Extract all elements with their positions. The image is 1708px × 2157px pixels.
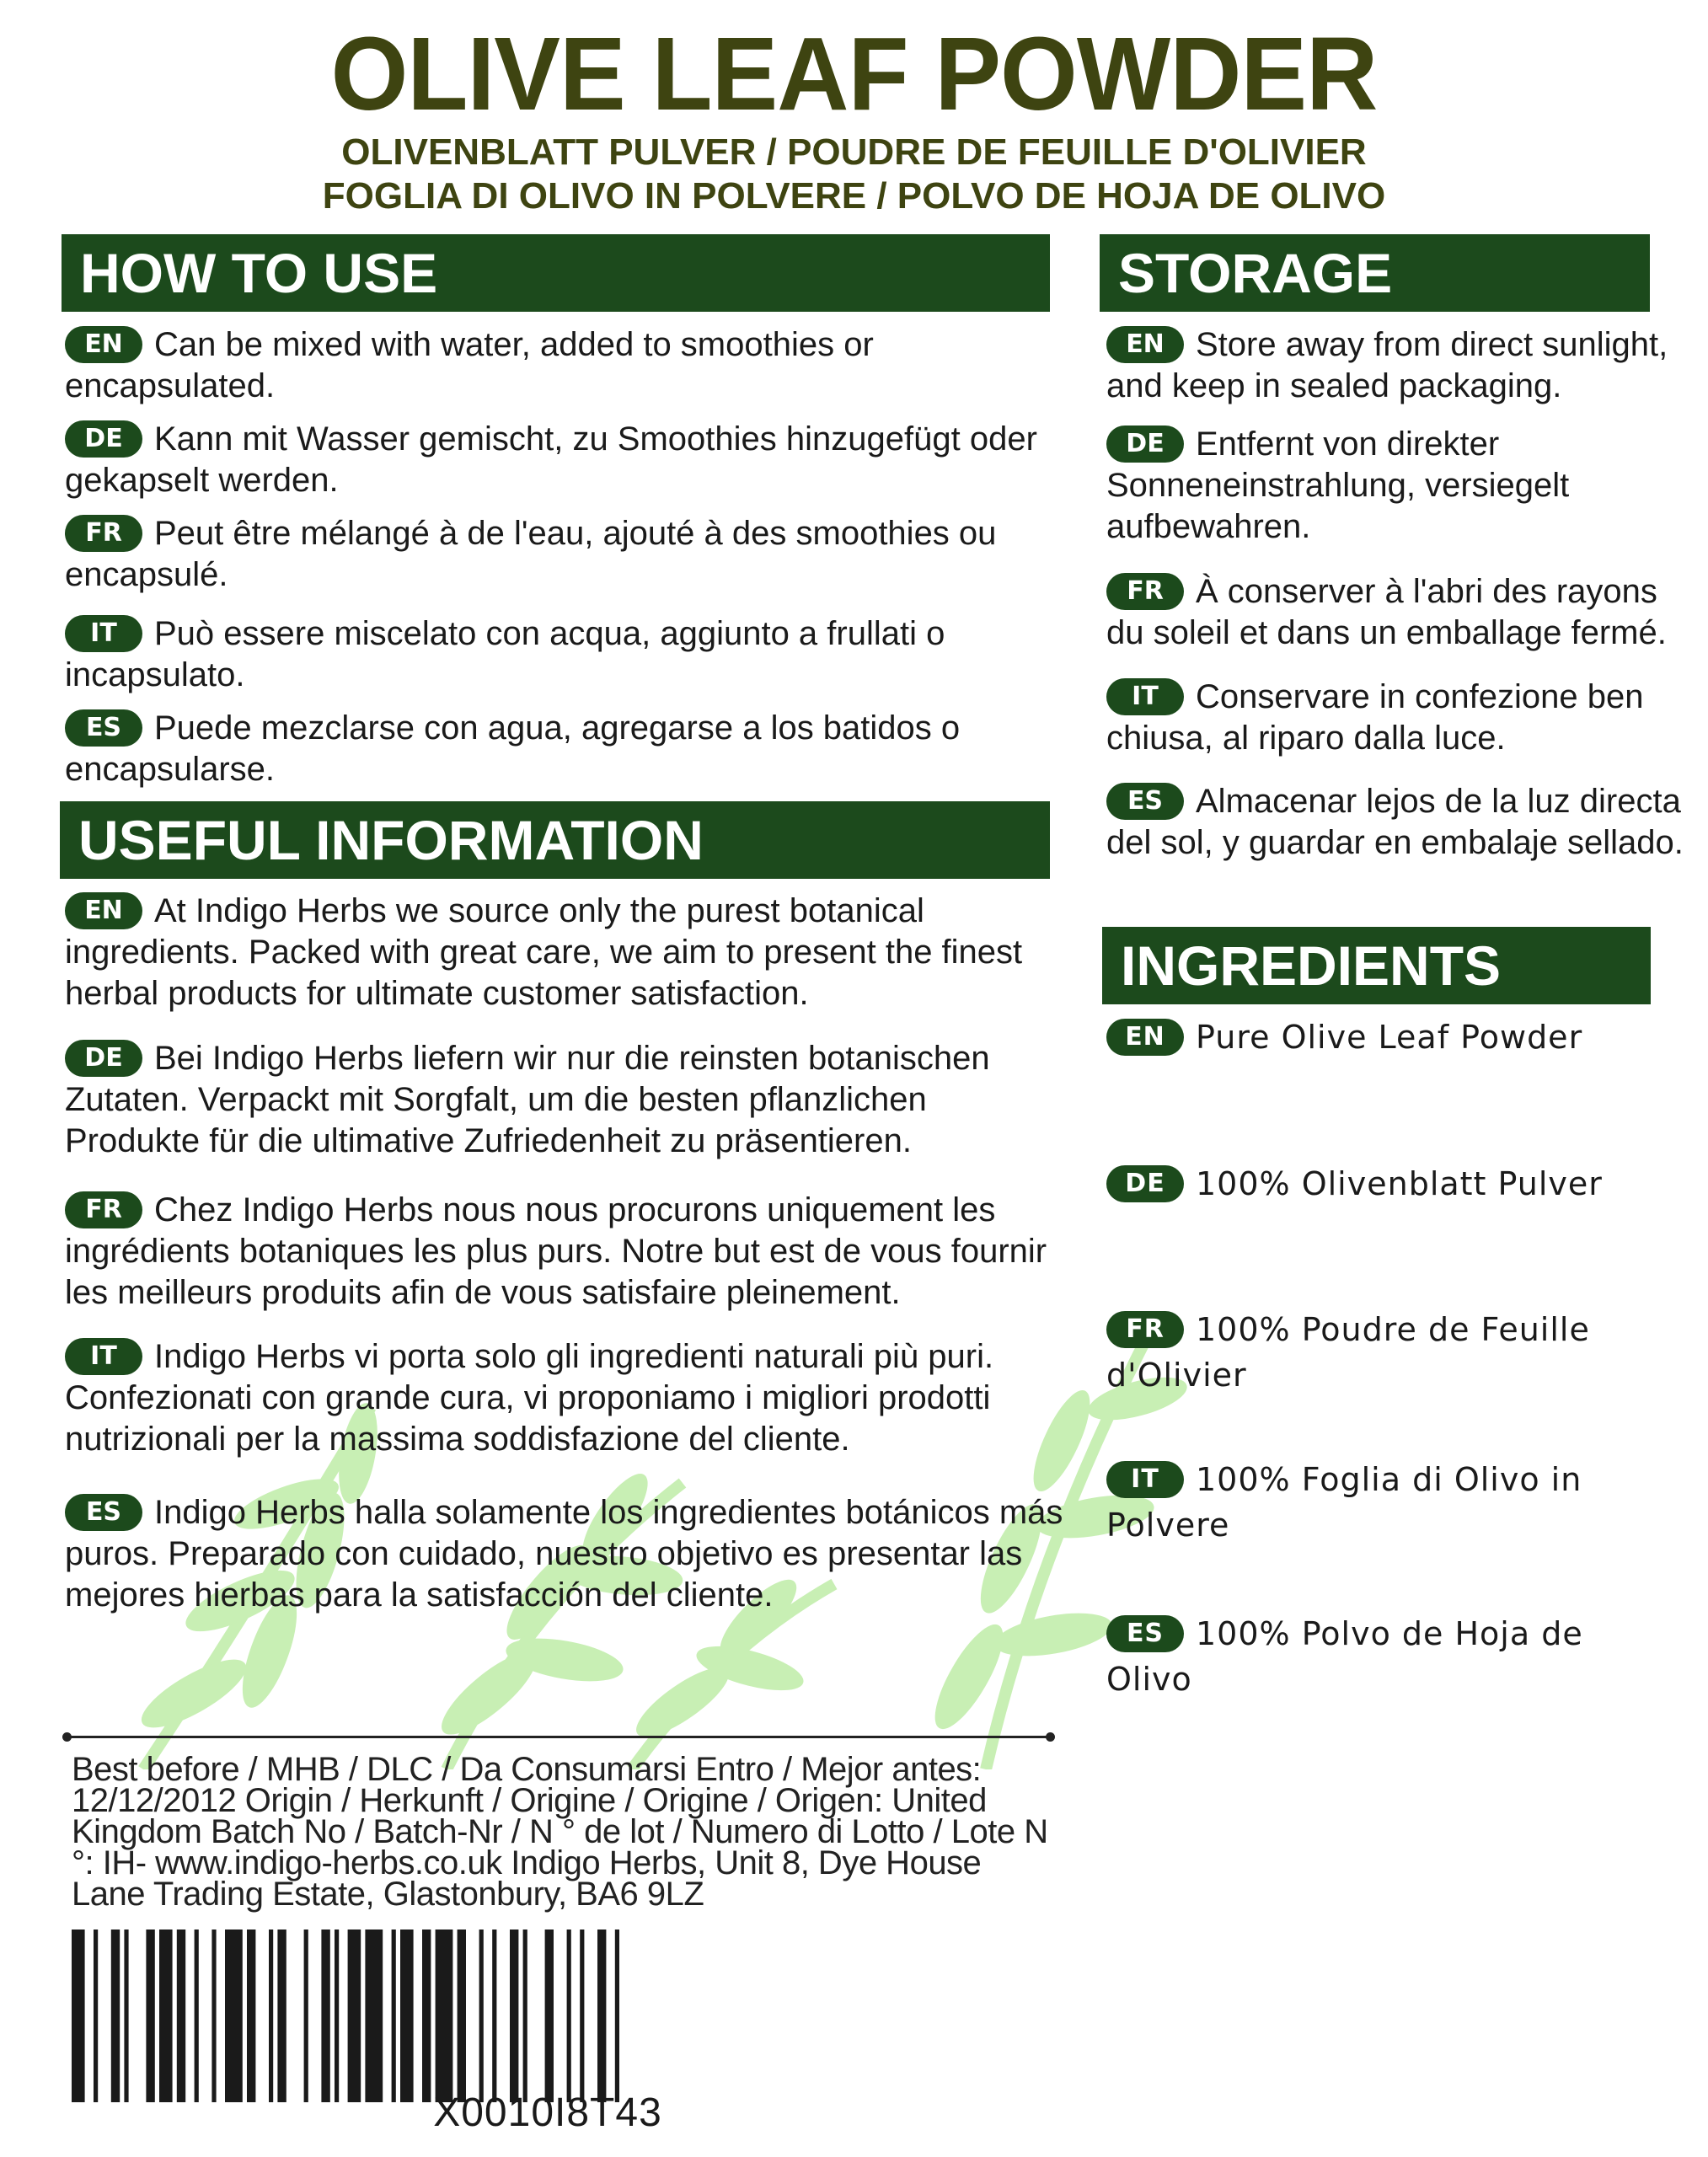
how-to-use-text-it: Può essere miscelato con acqua, aggiunto a frullati o incapsulato. xyxy=(65,615,945,693)
product-subtitle-line2: FOGLIA DI OLIVO IN POLVERE / POLVO DE HOJA DE OLIVO xyxy=(322,175,1386,217)
useful-info-text-es: Indigo Herbs halla solamente los ingredientes botánicos más puros. Preparado con cuidado, nuestro objetivo es presentar las mejores hierbas para la satisfacción del cliente. xyxy=(65,1494,1063,1614)
useful-info-entry-fr xyxy=(65,1190,1068,1314)
useful-info-entry-it xyxy=(65,1336,1068,1460)
how-to-use-entry-it xyxy=(65,613,1059,696)
product-title: OLIVE LEAF POWDER xyxy=(330,15,1378,133)
useful-info-text-fr: Chez Indigo Herbs nous nous procurons uniquement les ingrédients botaniques les plus purs. Notre but est de vous fournir les meilleurs produits afin de vous satisfaire pleinement. xyxy=(65,1191,1047,1311)
lang-badge-fr: FR xyxy=(1106,573,1184,610)
storage-text-es: Almacenar lejos de la luz directa del sol, y guardar en embalaje sellado. xyxy=(1106,783,1684,861)
ingredients-entry-de xyxy=(1106,1161,1662,1207)
storage-entry-it xyxy=(1106,677,1684,759)
useful-info-entry-en xyxy=(65,891,1068,1014)
product-subtitle-line1: OLIVENBLATT PULVER / POUDRE DE FEUILLE D'OLIVIER xyxy=(341,131,1367,173)
lang-badge-es: ES xyxy=(1106,783,1184,820)
lang-badge-it: IT xyxy=(1106,1461,1184,1498)
storage-text-fr: À conserver à l'abri des rayons du soleil et dans un emballage fermé. xyxy=(1106,573,1667,651)
how-to-use-text-es: Puede mezclarse con agua, agregarse a los batidos o encapsularse. xyxy=(65,709,961,788)
ingredients-entry-en xyxy=(1106,1014,1662,1060)
lang-badge-de: DE xyxy=(1106,1165,1184,1202)
how-to-use-text-en: Can be mixed with water, added to smoothies or encapsulated. xyxy=(65,326,874,404)
lang-badge-it: IT xyxy=(65,615,142,652)
ingredients-heading: INGREDIENTS xyxy=(1102,927,1651,1004)
storage-text-it: Conservare in confezione ben chiusa, al riparo dalla luce. xyxy=(1106,678,1644,757)
lang-badge-en: EN xyxy=(65,892,142,929)
how-to-use-text-de: Kann mit Wasser gemischt, zu Smoothies hinzugefügt oder gekapselt werden. xyxy=(65,420,1037,499)
lang-badge-fr: FR xyxy=(1106,1311,1184,1348)
lang-badge-en: EN xyxy=(65,326,142,363)
lang-badge-es: ES xyxy=(65,1494,142,1531)
ingredients-entry-es xyxy=(1106,1611,1629,1702)
how-to-use-entry-es xyxy=(65,708,1059,790)
lang-badge-en: EN xyxy=(1106,326,1184,363)
lang-badge-fr: FR xyxy=(65,1191,142,1228)
lang-badge-de: DE xyxy=(1106,426,1184,463)
ingredients-text-es: 100% Polvo de Hoja de Olivo xyxy=(1106,1615,1583,1698)
storage-text-en: Store away from direct sunlight, and keep in sealed packaging. xyxy=(1106,326,1668,404)
how-to-use-heading: HOW TO USE xyxy=(62,234,1050,312)
storage-entry-en xyxy=(1106,324,1684,407)
barcode-icon xyxy=(72,1930,1049,2102)
ingredients-text-it: 100% Foglia di Olivo in Polvere xyxy=(1106,1461,1582,1544)
lang-badge-de: DE xyxy=(65,1040,142,1077)
useful-info-text-de: Bei Indigo Herbs liefern wir nur die reinsten botanischen Zutaten. Verpackt mit Sorgfalt, um die besten pflanzlichen Produkte für die ultimative Zufriedenheit zu präsentieren. xyxy=(65,1040,990,1159)
useful-information-heading: USEFUL INFORMATION xyxy=(60,801,1050,879)
lang-badge-en: EN xyxy=(1106,1019,1184,1056)
useful-info-text-it: Indigo Herbs vi porta solo gli ingredienti naturali più puri. Confezionati con grande cura, vi proponiamo i migliori prodotti nutrizionali per la massima soddisfazione del cliente. xyxy=(65,1338,994,1458)
storage-text-de: Entfernt von direkter Sonneneinstrahlung, versiegelt aufbewahren. xyxy=(1106,426,1570,545)
ingredients-text-fr: 100% Poudre de Feuille d'Olivier xyxy=(1106,1311,1590,1394)
lang-badge-fr: FR xyxy=(65,515,142,552)
lang-badge-es: ES xyxy=(1106,1615,1184,1652)
batch-info-text: Best before / MHB / DLC / Da Consumarsi Entro / Mejor antes: 12/12/2012 Origin / Herkunft / Origine / Origine / Origen: United Kingdom Batch No / Batch-Nr / N ° de lot / Numero di Lotto / Lote N °: IH- www.indigo-herbs.co.uk Indigo Herbs, Unit 8, Dye House Lane Trading Estate, Glastonbury, BA6 9LZ xyxy=(72,1751,1048,1913)
ingredients-entry-it xyxy=(1106,1457,1629,1548)
how-to-use-entry-en xyxy=(65,324,1059,407)
how-to-use-text-fr: Peut être mélangé à de l'eau, ajouté à des smoothies ou encapsulé. xyxy=(65,515,997,593)
barcode-number: X0010I8T43 xyxy=(433,2090,662,2135)
storage-heading: STORAGE xyxy=(1100,234,1650,312)
lang-badge-es: ES xyxy=(65,709,142,747)
storage-entry-de xyxy=(1106,424,1684,548)
ingredients-text-de: 100% Olivenblatt Pulver xyxy=(1196,1165,1603,1202)
lang-badge-it: IT xyxy=(1106,678,1184,715)
useful-info-entry-de xyxy=(65,1038,1068,1162)
storage-entry-fr xyxy=(1106,571,1684,654)
useful-info-entry-es xyxy=(65,1492,1068,1616)
how-to-use-entry-fr xyxy=(65,513,1059,596)
footer-divider xyxy=(66,1736,1052,1738)
ingredients-text-en: Pure Olive Leaf Powder xyxy=(1196,1019,1583,1056)
lang-badge-it: IT xyxy=(65,1338,142,1375)
storage-entry-es xyxy=(1106,781,1684,864)
how-to-use-entry-de xyxy=(65,419,1059,501)
lang-badge-de: DE xyxy=(65,420,142,458)
ingredients-entry-fr xyxy=(1106,1307,1629,1398)
useful-info-text-en: At Indigo Herbs we source only the purest botanical ingredients. Packed with great care, we aim to present the finest herbal products for ultimate customer satisfaction. xyxy=(65,892,1023,1012)
